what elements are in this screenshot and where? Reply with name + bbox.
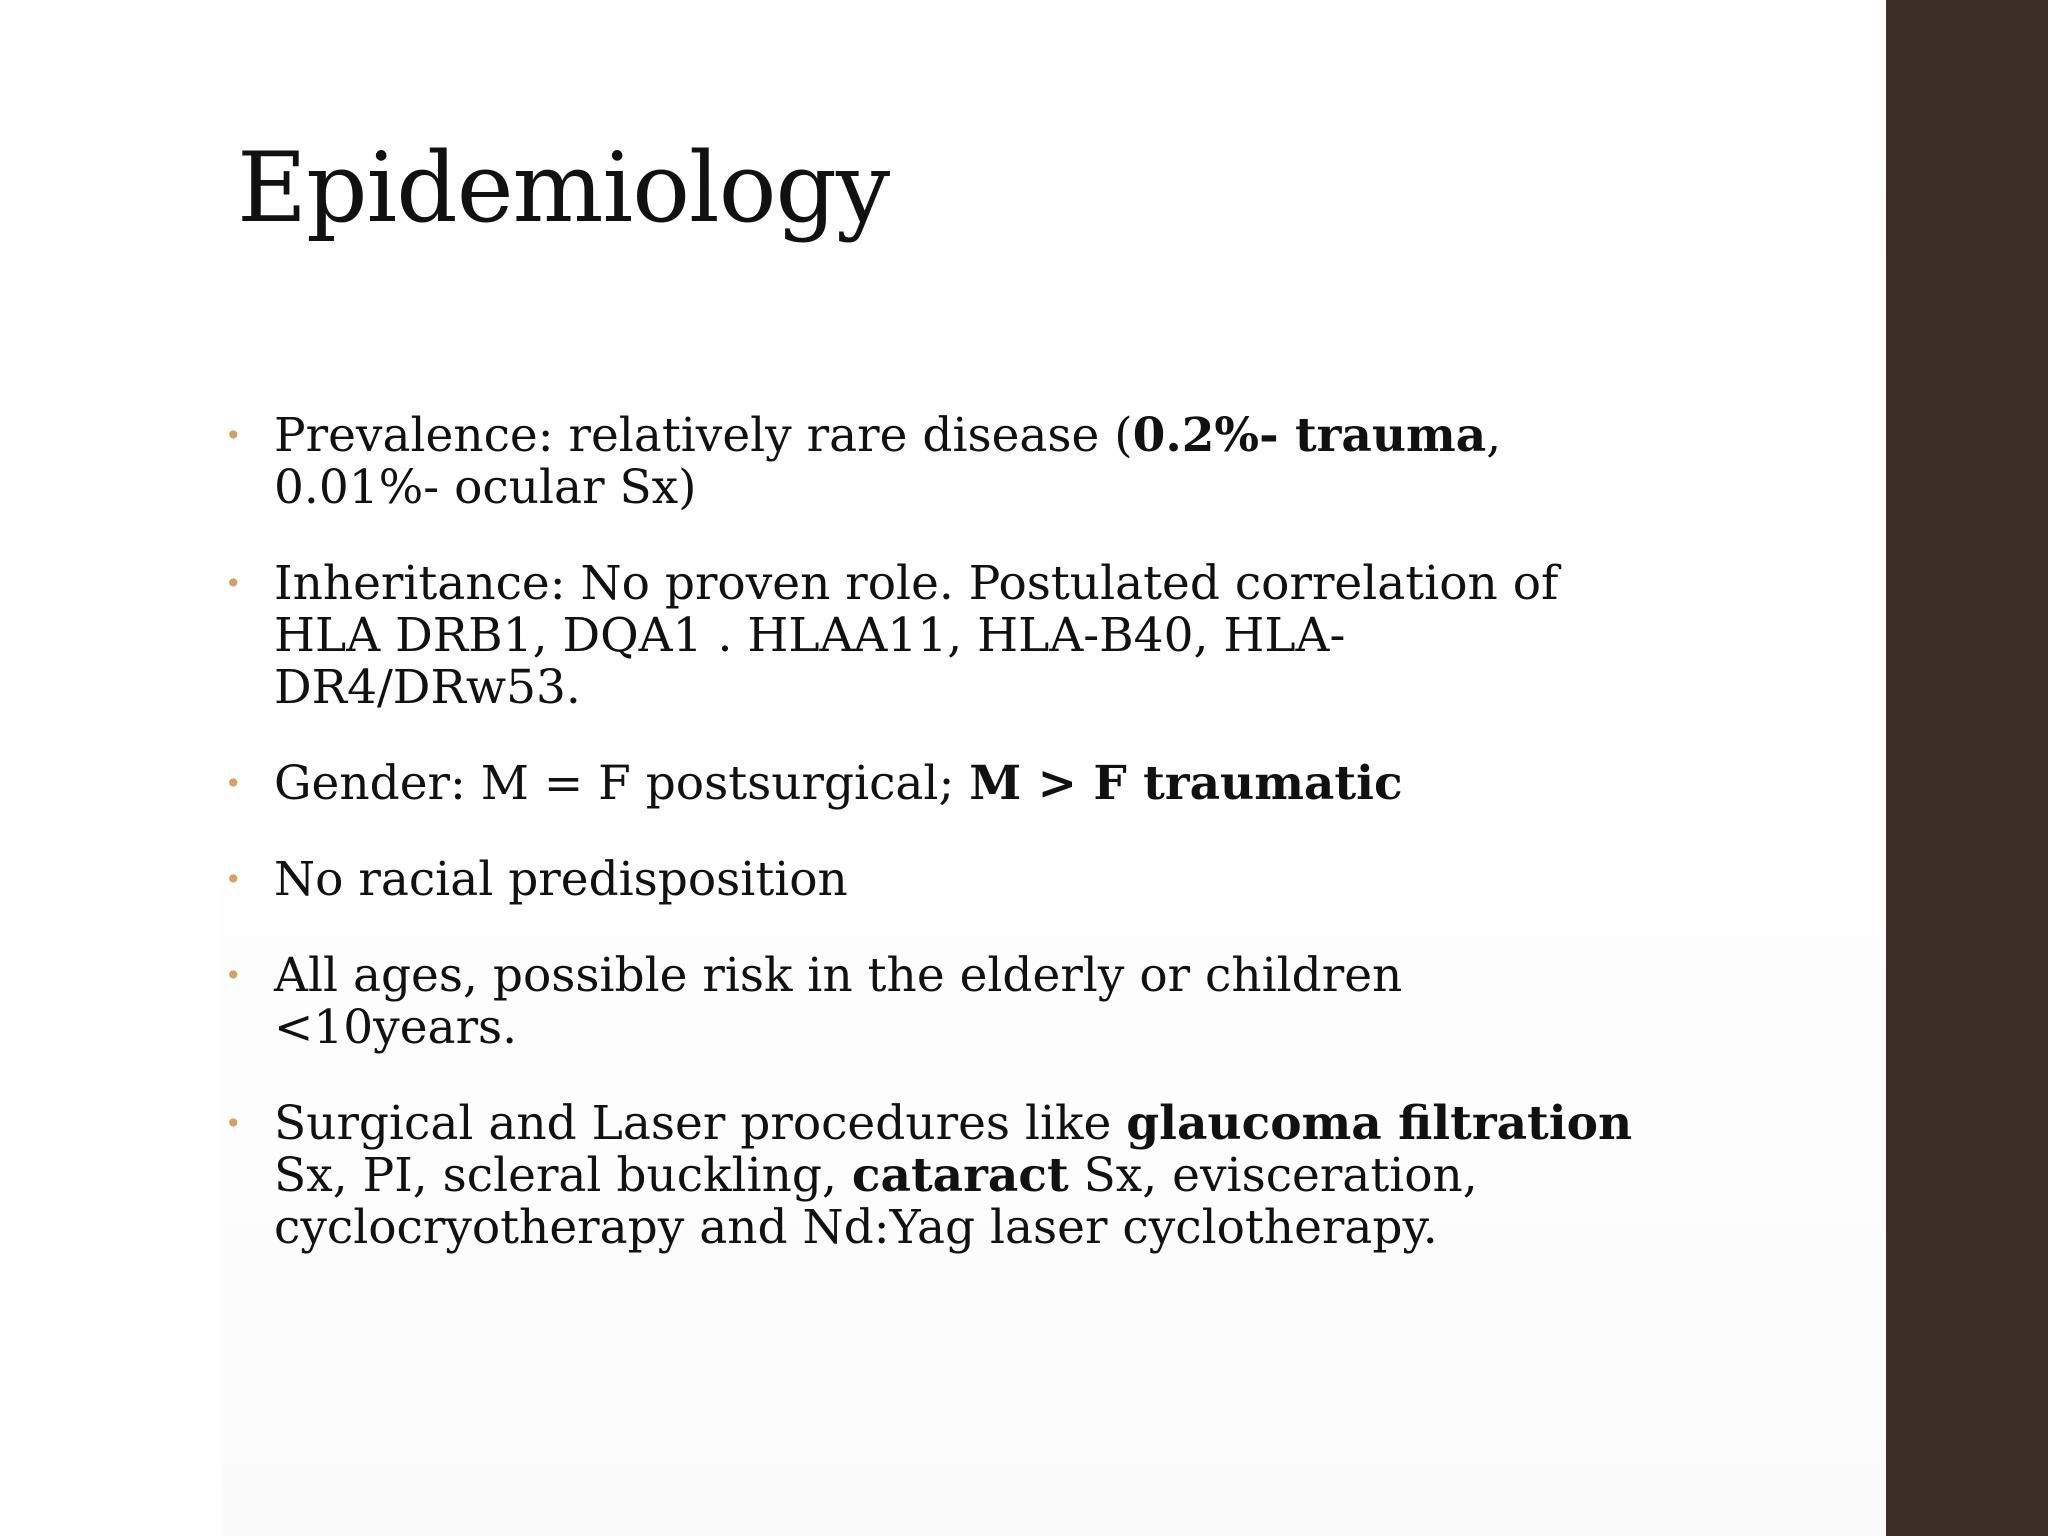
bullet-item bbox=[215, 950, 1635, 1054]
bullet-segment: Sx, PI, scleral buckling, bbox=[274, 1148, 852, 1203]
bullet-segment-bold: M > F traumatic bbox=[969, 756, 1403, 811]
bullet-segment: Inheritance: No proven role. Postulated correlation of HLA DRB1, DQA1 . HLAA11, HLA-B40, HLA-DR4/DRw53. bbox=[274, 556, 1559, 715]
bullet-point-icon: • bbox=[225, 767, 242, 800]
bullet-item bbox=[215, 410, 1635, 514]
bullet-item bbox=[215, 854, 1635, 906]
bullet-segment: , 0.01%- ocular Sx) bbox=[274, 408, 1502, 515]
bullet-segment-bold: 0.2%- trauma bbox=[1132, 408, 1487, 463]
bullet-text bbox=[274, 410, 1635, 514]
bullet-segment-bold: glaucoma filtration bbox=[1126, 1096, 1633, 1151]
bullet-text bbox=[274, 1098, 1635, 1254]
bullet-point-icon: • bbox=[225, 863, 242, 896]
bullet-point-icon: • bbox=[225, 1107, 242, 1140]
bullet-point-icon: • bbox=[225, 567, 242, 600]
bullet-item bbox=[215, 758, 1635, 810]
bullet-segment: Surgical and Laser procedures like bbox=[274, 1096, 1127, 1151]
bullet-segment: Sx, evisceration, cyclocryotherapy and Nd:Yag laser cyclotherapy. bbox=[274, 1148, 1478, 1255]
bullet-text bbox=[274, 950, 1635, 1054]
bullet-point-icon: • bbox=[225, 959, 242, 992]
bullet-text bbox=[274, 558, 1635, 714]
bullet-text bbox=[274, 758, 1635, 810]
bullet-item bbox=[215, 558, 1635, 714]
bullet-segment-bold: cataract bbox=[851, 1148, 1069, 1203]
slide-title: Epidemiology bbox=[237, 132, 890, 244]
bullet-segment: All ages, possible risk in the elderly or children <10years. bbox=[274, 948, 1403, 1055]
accent-sidebar bbox=[1886, 0, 2048, 1536]
bullet-point-icon: • bbox=[225, 419, 242, 452]
bullet-text bbox=[274, 854, 1635, 906]
bullet-segment: Prevalence: relatively rare disease ( bbox=[274, 408, 1133, 463]
bullet-segment: Gender: M = F postsurgical; bbox=[274, 756, 970, 811]
bullet-item bbox=[215, 1098, 1635, 1254]
bullet-segment: No racial predisposition bbox=[274, 852, 848, 907]
bullet-list bbox=[215, 410, 1635, 1298]
